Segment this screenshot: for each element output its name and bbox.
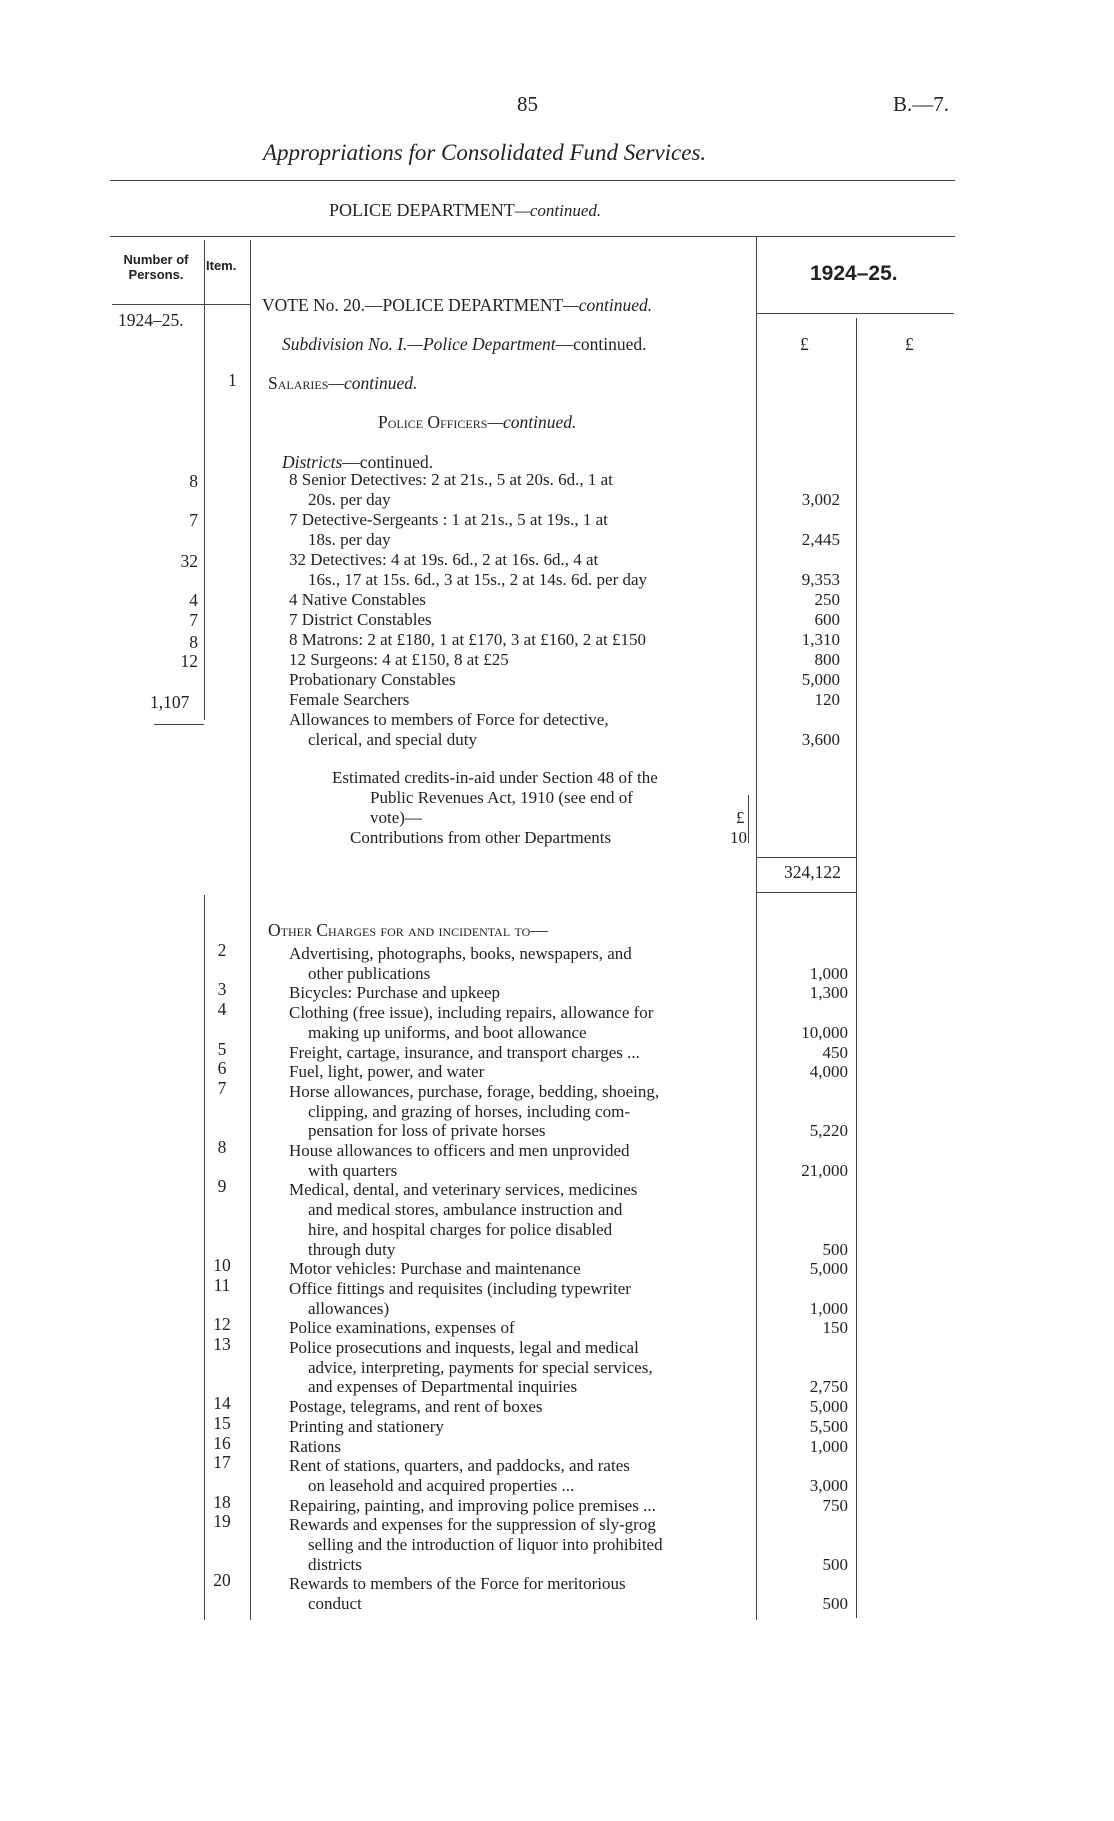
other-charge-item-number: 7 [217, 1077, 227, 1098]
other-charge-description-line: with quarters [308, 1160, 398, 1180]
other-charge-description-line: advice, interpreting, payments for special services, [308, 1357, 653, 1377]
other-charge-description-line: Rations [289, 1436, 341, 1456]
salary-description-line: 16s., 17 at 15s. 6d., 3 at 15s., 2 at 14s. 6d. per day [308, 570, 648, 589]
salary-description-line: 7 Detective-Sergeants : 1 at 21s., 5 at 19s., 1 at [289, 510, 608, 529]
salary-description-line: 7 District Constables [289, 610, 432, 629]
item-header-rule [204, 304, 251, 305]
credits-text-line-3: vote)— [370, 808, 422, 827]
total-rule-top [756, 857, 856, 858]
pound-column-2: £ [905, 334, 914, 354]
year-left: 1924–25. [118, 310, 184, 330]
other-charge-item-number: 13 [213, 1334, 231, 1354]
page-title: Appropriations for Consolidated Fund Services. [263, 140, 707, 165]
total-rule-bottom [756, 892, 856, 893]
other-charge-description-line: Repairing, painting, and improving police premises ... [289, 1495, 656, 1515]
salary-amount: 250 [814, 590, 840, 609]
salary-amount: 800 [814, 650, 840, 669]
department-name: POLICE DEPARTMENT [329, 200, 515, 220]
persons-total-rule [154, 724, 204, 725]
department-suffix: —continued. [514, 201, 602, 220]
other-charge-description-line: Clothing (free issue), including repairs, allowance for [289, 1003, 654, 1023]
other-charge-item-number: 11 [213, 1274, 231, 1295]
other-charge-amount: 3,000 [809, 1475, 848, 1495]
other-charge-description-line: conduct [308, 1594, 362, 1614]
other-charge-item-number: 12 [213, 1314, 231, 1335]
year-rule [756, 313, 954, 314]
other-charge-amount: 2,750 [809, 1377, 848, 1397]
other-charge-description-line: selling and the introduction of liquor into prohibited [308, 1535, 663, 1554]
salary-description-line: 20s. per day [308, 490, 391, 509]
other-charge-description-line: Motor vehicles: Purchase and maintenance [289, 1259, 581, 1279]
credits-text-line-2: Public Revenues Act, 1910 (see end of [370, 788, 633, 807]
persons-column-divider [204, 240, 205, 720]
persons-header-rule [112, 304, 204, 305]
salary-persons: 8 [189, 471, 198, 491]
other-charge-amount: 450 [822, 1042, 848, 1062]
other-charge-item-number: 2 [217, 940, 227, 960]
other-charge-amount: 1,000 [809, 963, 848, 983]
other-charge-description-line: pensation for loss of private horses [308, 1121, 546, 1141]
officers-title: Police Officers [378, 412, 488, 432]
credits-text-line-1: Estimated credits-in-aid under Section 48 of the [332, 768, 658, 787]
other-charges-heading: Other Charges for and incidental to— [268, 920, 548, 940]
salaries-item-number: 1 [228, 370, 237, 390]
salary-amount: 5,000 [801, 670, 840, 689]
other-charge-description-line: Fuel, light, power, and water [289, 1062, 485, 1082]
other-charge-description-line: making up uniforms, and boot allowance [308, 1022, 587, 1042]
other-charge-item-number: 17 [213, 1452, 231, 1473]
other-charge-description-line: Rewards and expenses for the suppression of sly-grog [289, 1515, 656, 1535]
salary-description-line: Allowances to members of Force for detective, [289, 710, 609, 729]
officers-heading [378, 412, 576, 433]
other-charge-amount: 750 [822, 1495, 848, 1515]
salary-amount: 9,353 [801, 570, 840, 589]
other-charge-amount: 1,000 [809, 1298, 848, 1318]
subdivision-title: Subdivision No. I.—Police Department [282, 334, 556, 354]
vote-suffix: —continued. [563, 295, 653, 315]
department-heading [329, 200, 601, 221]
other-charge-description-line: Medical, dental, and veterinary services, medicines [289, 1180, 638, 1200]
salary-description-line: 8 Senior Detectives: 2 at 21s., 5 at 20s. 6d., 1 at [289, 470, 613, 489]
officers-suffix: —continued. [487, 412, 577, 432]
table-top-rule [110, 236, 955, 237]
credits-amount: 10 [730, 828, 747, 847]
other-charge-description-line: Postage, telegrams, and rent of boxes [289, 1397, 543, 1417]
vote-title: VOTE No. 20.—POLICE DEPARTMENT [262, 295, 564, 315]
title-rule [110, 180, 955, 181]
other-charge-item-number: 20 [213, 1570, 231, 1591]
other-charge-amount: 4,000 [809, 1062, 848, 1082]
salaries-title: Salaries [268, 373, 329, 393]
salary-persons: 7 [189, 510, 198, 530]
vote-heading [262, 295, 652, 316]
subtotal-column-divider [856, 318, 857, 1618]
salary-persons: 32 [180, 551, 198, 571]
salary-persons: 8 [189, 632, 198, 652]
other-charge-item-number: 18 [213, 1491, 231, 1512]
other-charge-description-line: hire, and hospital charges for police disabled [308, 1219, 613, 1239]
other-charge-description-line: other publications [308, 963, 431, 983]
districts-suffix: —continued. [342, 452, 434, 472]
other-charge-amount: 21,000 [801, 1160, 848, 1180]
other-charge-description-line: allowances) [308, 1298, 390, 1318]
salary-description-line: clerical, and special duty [308, 730, 477, 749]
subdivision-suffix: —continued. [555, 334, 647, 354]
salary-description-line: Female Searchers [289, 690, 410, 709]
credits-rule [748, 795, 749, 843]
other-charge-description-line: Bicycles: Purchase and upkeep [289, 983, 501, 1003]
item-header: Item. [206, 258, 237, 273]
other-charge-description-line: through duty [308, 1239, 396, 1259]
other-charge-item-number: 5 [217, 1038, 227, 1059]
salary-amount: 3,002 [801, 490, 840, 509]
other-charge-description-line: Rewards to members of the Force for meritorious [289, 1574, 626, 1594]
document-reference: B.—7. [893, 92, 950, 116]
salary-description-line: 18s. per day [308, 530, 391, 549]
credits-pound: £ [736, 808, 745, 827]
other-charge-amount: 5,000 [809, 1259, 848, 1279]
other-charge-description-line: Police prosecutions and inquests, legal and medical [289, 1338, 639, 1357]
other-charge-amount: 10,000 [801, 1022, 848, 1042]
other-charge-item-number: 16 [213, 1432, 231, 1453]
other-charge-description-line: and medical stores, ambulance instruction and [308, 1200, 623, 1220]
other-charge-description-line: Freight, cartage, insurance, and transport charges ... [289, 1042, 640, 1062]
other-charge-description-line: Rent of stations, quarters, and paddocks, and rates [289, 1456, 630, 1476]
other-charge-amount: 500 [822, 1554, 848, 1574]
other-charge-description-line: districts [308, 1554, 362, 1574]
other-charge-item-number: 19 [213, 1511, 231, 1532]
number-of-persons-header: Number of Persons. [123, 252, 189, 282]
other-charge-amount: 1,000 [809, 1436, 848, 1456]
other-charge-description-line: and expenses of Departmental inquiries [308, 1377, 578, 1397]
other-charge-amount: 500 [822, 1239, 848, 1259]
year-right: 1924–25. [810, 262, 898, 285]
other-charge-item-number: 15 [213, 1412, 231, 1433]
salary-description-line: 32 Detectives: 4 at 19s. 6d., 2 at 16s. 6d., 4 at [289, 550, 599, 569]
other-charge-description-line: Office fittings and requisites (including typewriter [289, 1278, 631, 1298]
salary-persons: 4 [189, 590, 198, 610]
salary-amount: 120 [814, 690, 840, 709]
other-charge-item-number: 14 [213, 1393, 231, 1414]
other-charge-amount: 1,300 [809, 983, 848, 1003]
other-charge-amount: 5,220 [809, 1121, 848, 1141]
persons-total: 1,107 [150, 692, 190, 712]
other-charge-item-number: 10 [213, 1255, 231, 1276]
page-number: 85 [517, 92, 538, 116]
subdivision-heading [282, 334, 647, 355]
other-charge-description-line: Horse allowances, purchase, forage, bedding, shoeing, [289, 1081, 660, 1101]
salary-persons: 7 [189, 610, 198, 630]
pound-column-1: £ [800, 334, 809, 354]
salaries-suffix: —continued. [328, 373, 418, 393]
other-charge-amount: 500 [822, 1594, 848, 1614]
salaries-total: 324,122 [784, 862, 841, 882]
salary-description-line: 12 Surgeons: 4 at £150, 8 at £25 [289, 650, 509, 669]
salary-amount: 3,600 [801, 730, 840, 749]
salary-persons: 12 [180, 651, 198, 671]
other-charge-description-line: Advertising, photographs, books, newspapers, and [289, 944, 632, 963]
salary-amount: 600 [814, 610, 840, 629]
salary-description-line: Probationary Constables [289, 670, 456, 689]
other-charge-description-line: Police examinations, expenses of [289, 1318, 515, 1338]
other-charge-item-number: 8 [217, 1137, 227, 1157]
other-charge-item-number: 9 [217, 1176, 227, 1197]
salary-description-line: 4 Native Constables [289, 590, 426, 609]
salaries-heading [268, 373, 417, 394]
salary-amount: 1,310 [801, 630, 840, 649]
other-charge-amount: 5,000 [809, 1397, 848, 1417]
credits-item: Contributions from other Departments [350, 828, 612, 847]
other-charge-item-number: 4 [217, 999, 227, 1020]
salary-description-line: 8 Matrons: 2 at £180, 1 at £170, 3 at £160, 2 at £150 [289, 630, 646, 649]
other-charge-description-line: on leasehold and acquired properties ... [308, 1475, 575, 1495]
other-charge-amount: 5,500 [809, 1416, 848, 1436]
item-column-divider [250, 240, 251, 1620]
other-charge-description-line: Printing and stationery [289, 1416, 444, 1436]
other-charge-description-line: House allowances to officers and men unprovided [289, 1141, 630, 1160]
other-charge-item-number: 6 [217, 1058, 227, 1079]
other-charge-item-number: 3 [217, 979, 227, 1000]
districts-title: Districts [282, 452, 343, 472]
other-charge-amount: 150 [822, 1318, 848, 1338]
salary-amount: 2,445 [801, 530, 840, 549]
other-charge-description-line: clipping, and grazing of horses, including com- [308, 1101, 630, 1121]
